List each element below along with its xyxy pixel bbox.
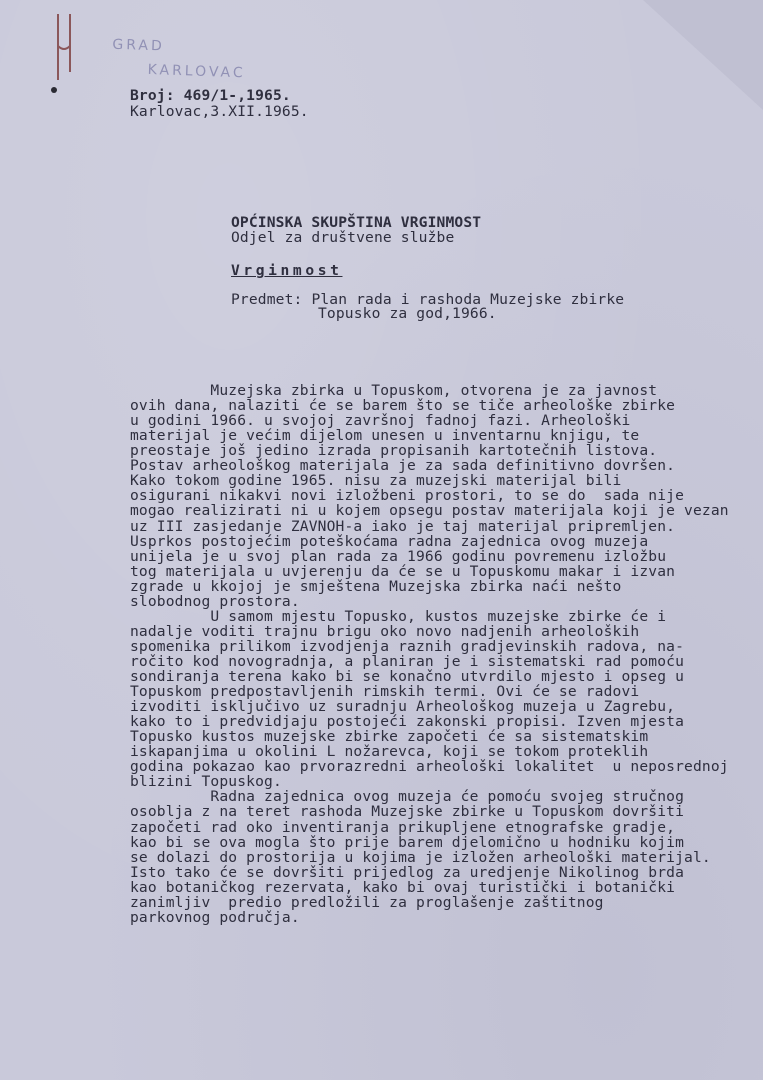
body-line: U samom mjestu Topusko, kustos muzejske zbirke će i xyxy=(130,607,667,625)
body-line: uz III zasjedanje ZAVNOH-a iako je taj materijal pripremljen. xyxy=(130,517,676,535)
body-line: kao botaničkog rezervata, kako bi ovaj turistički i botanički xyxy=(130,878,676,896)
body-line: Topusko kustos muzejske zbirke započeti će sa sistematskim xyxy=(130,728,649,746)
body-line: nadalje voditi trajnu brigu oko novo nadjenih arheoloških xyxy=(130,622,640,640)
body-line: Kako tokom godine 1965. nisu za muzejski materijal bili xyxy=(130,472,622,490)
body-line: unijela je u svoj plan rada za 1966 godinu povremenu izložbu xyxy=(130,547,667,565)
body-line: zgrade u kkojoj je smještena Muzejska zbirka naći nešto xyxy=(130,577,622,595)
body-line: spomenika prilikom izvodjenja raznih gradjevinskih radova, na- xyxy=(130,637,685,655)
body-line: Postav arheološkog materijala je za sada definitivno dovršen. xyxy=(130,457,676,475)
body-line: slobodnog prostora. xyxy=(130,592,300,610)
body-line: Isto tako će se dovršiti prijedlog za uredjenje Nikolinog brda xyxy=(130,863,685,881)
addressee-city: Vrginmost xyxy=(231,262,343,279)
body-line: preostaje još jedino izrada propisanih kartotečnih listova. xyxy=(130,442,658,460)
body-line: tog materijala u uvjerenju da će se u Topuskomu makar i izvan xyxy=(130,562,676,580)
office-stamp xyxy=(111,23,303,96)
subject-text-1: Plan rada i rashoda Muzejske zbirke xyxy=(311,291,625,308)
body-line: se dolazi do prostorija u kojima je izložen arheološki materijal. xyxy=(130,848,711,866)
subject-label: Predmet: xyxy=(231,291,303,308)
body-line: kako to i predvidjaju postojeći zakonski propisi. Izven mjesta xyxy=(130,713,685,731)
body-line: Usprkos postojećim poteškoćama radna zajednica ovog muzeja xyxy=(130,532,649,550)
body-line: Radna zajednica ovog muzeja će pomoću svojeg stručnog xyxy=(130,788,685,806)
body-line: blizini Topuskog. xyxy=(130,773,282,791)
body-line: osigurani nikakvi novi izložbeni prostori, to se do sada nije xyxy=(130,487,685,505)
subject-line-2: Topusko za god,1966. xyxy=(318,305,497,322)
body-line: sondiranja terena kako bi se konačno utvrdilo mjesto i opseg u xyxy=(130,668,685,685)
body-line: Muzejska zbirka u Topuskom, otvorena je za javnost xyxy=(130,382,658,399)
body-line: godina pokazao kao prvorazredni arheološki lokalitet u neposrednoj xyxy=(130,758,729,776)
body-line: parkovnog područja. xyxy=(130,908,300,926)
body-line: kao bi se ova mogla što prije barem djelomično u hodniku kojim xyxy=(130,833,685,851)
addressee-line-2: Odjel za društvene službe xyxy=(231,229,455,246)
body-line: materijal je većim dijelom unesen u inventarnu knjigu, te xyxy=(130,427,640,445)
reference-number: Broj: 469/1-,1965. xyxy=(130,87,291,104)
body-line: Topuskom predpostavljenih rimskih termi. Ovi će se radovi xyxy=(130,683,640,700)
stamp-line-2: KARLOVAC xyxy=(147,61,246,82)
body-line: izvoditi isključivo uz suradnju Arheološkog muzeja u Zagrebu, xyxy=(130,698,676,715)
page-corner-fold xyxy=(643,0,763,110)
body-line: osoblja z na teret rashoda Muzejske zbirke u Topuskom dovršiti xyxy=(130,803,685,821)
body-line: zanimljiv predio predložili za proglašenje zaštitnog xyxy=(130,893,604,911)
body-line: iskapanjima u okolini L nožarevca, koji se tokom proteklih xyxy=(130,743,649,761)
place-date: Karlovac,3.XII.1965. xyxy=(130,103,309,120)
binder-hole-mark xyxy=(48,10,76,100)
body-line: započeti rad oko inventiranja prikupljene etnografske gradje, xyxy=(130,818,676,836)
body-line: mogao realizirati ni u kojem opsegu postav materijala koji je vezan xyxy=(130,502,729,520)
body-line: ovih dana, nalaziti će se barem što se tiče arheološke zbirke xyxy=(130,397,676,415)
body-line: u godini 1966. u svojoj završnoj fadnoj fazi. Arheološki xyxy=(130,412,631,430)
body-line: ročito kod novogradnja, a planiran je i sistematski rad pomoću xyxy=(130,652,685,670)
addressee-line-1: OPĆINSKA SKUPŠTINA VRGINMOST xyxy=(231,214,482,231)
stamp-line-1: GRAD xyxy=(112,36,166,55)
